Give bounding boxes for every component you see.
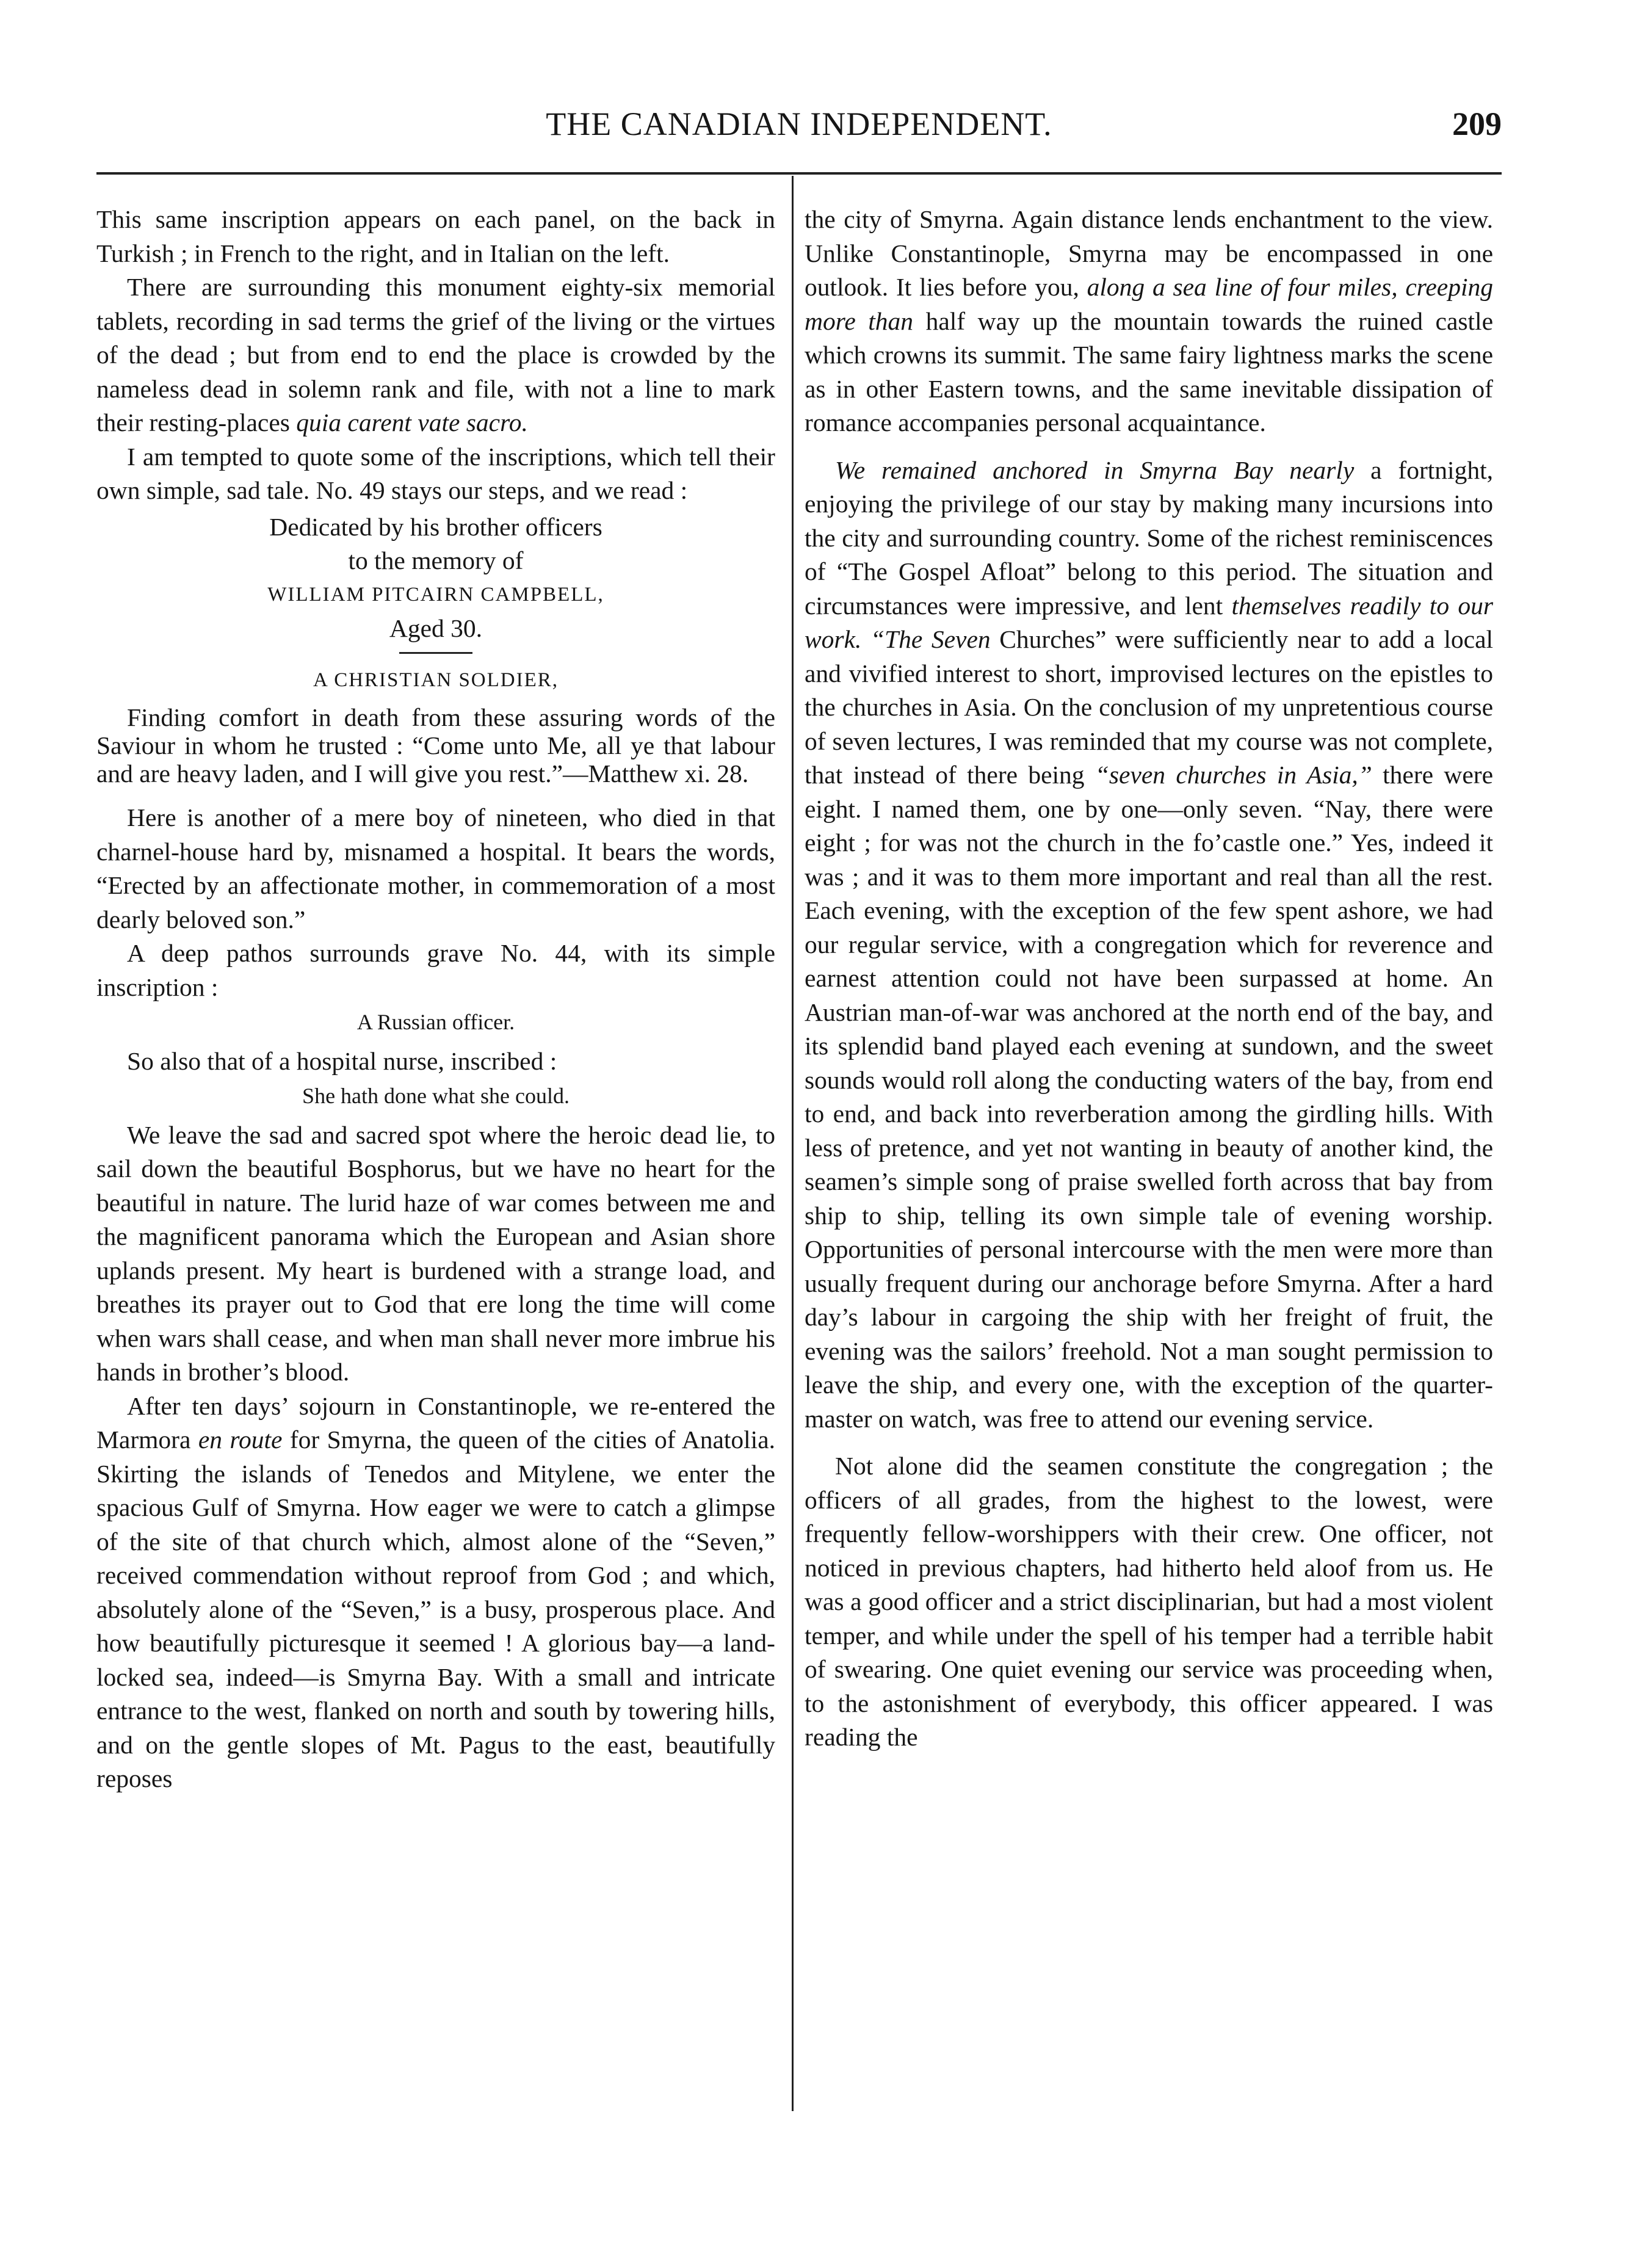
paragraph-text: for Smyrna, the queen of the cities of Anatolia. Skirting the islands of Tenedos and Mitylene, we enter the spacious Gulf of Smyrna. How eager we were to catch a glimpse of the site of that church which, almost alone of the “Seven,” received commendation without reproof from God ; and which, absolutely alone of the “Seven,” is a busy, prosperous place. And how beautifully picturesque it seemed ! A glorious bay—a land-locked sea, indeed—is Smyrna Bay. With a small and intricate entrance to the west, flanked on north and south by towering hills, and on the gentle slopes of Mt. Pagus to the east, beautifully reposes bbox=[96, 1426, 775, 1792]
italic-phrase: themselves readily to our work. “The Seven bbox=[805, 591, 1493, 653]
right-column bbox=[805, 203, 1493, 2126]
column-divider bbox=[792, 176, 794, 2111]
paragraph bbox=[805, 454, 1493, 1437]
italic-phrase: We remained anchored in Smyrna Bay nearly bbox=[835, 455, 1355, 484]
paragraph: I am tempted to quote some of the inscriptions, which tell their own simple, sad tale. No. 49 stays our steps, and we read : bbox=[96, 442, 775, 504]
paragraph-text: there were eight. I named them, one by one—only seven. “Nay, there were eight ; for was not the church in the fo’castle one.” Yes, indeed it was ; and it was to them more important and real than all the rest. Each evening, with the exception of the few spent ashore, we had our regular service, with a congregation which for reverence and earnest attention could not have been surpassed at home. An Austrian man-of-war was anchored at the north end of the bay, and its splendid band played each evening at sundown, and the sweet sounds would roll along the conducting waters of the bay, from end to end, and back into reverberation among the girdling hills. With less of pretence, and yet not wanting in beauty of another kind, the seamen’s simple song of praise swelled forth across that bay from ship to ship, telling its own simple tale of evening worship. Opportunities of personal intercourse with the men were more than usually frequent during our anchorage before Smyrna. After a hard day’s labour in cargoing the ship with her freight of fruit, the evening was the sailors’ freehold. Not a man sought permission to leave the ship, and every one, with the exception of the quarter-master on watch, was free to attend our evening service. bbox=[805, 761, 1493, 1433]
epitaph-rule bbox=[399, 652, 472, 654]
paragraph: So also that of a hospital nurse, inscribed : bbox=[127, 1046, 557, 1075]
paragraph: A deep pathos surrounds grave No. 44, with its simple inscription : bbox=[96, 939, 775, 1001]
paragraph-text: Churches” were sufficiently near to add a local and vivified interest to short, improvised lectures on the epistles to the churches in Asia. On the conclusion of my unpretentious course of seven lectures, I was reminded that my course was not complete, that instead of there being bbox=[805, 625, 1493, 789]
paragraph-text: There are surrounding this monument eighty-six memorial tablets, recording in sad terms the grief of the living or the virtues of the dead ; but from end to end the place is crowded by the nameless dead in solemn rank and file, with not a line to mark their resting-places bbox=[96, 273, 775, 437]
epitaph-name: WILLIAM PITCAIRN CAMPBELL, bbox=[267, 583, 604, 606]
italic-phrase: “seven churches in Asia,” bbox=[1094, 761, 1372, 789]
epitaph-line: to the memory of bbox=[348, 546, 524, 574]
epitaph-campbell bbox=[96, 510, 775, 646]
paragraph: Not alone did the seamen constitute the congregation ; the officers of all grades, from the highest to the lowest, were frequently fellow-worshippers with their crew. One officer, not noticed in previous chapters, had hitherto held aloof from us. He was a good officer and a strict disciplinarian, but had a most violent temper, and while under the spell of his temper had a terrible habit of swearing. One quiet evening our service was proceeding when, to the astonishment of everybody, this officer appeared. I was reading the bbox=[805, 1452, 1493, 1751]
paragraph bbox=[96, 270, 775, 440]
epitaph-line: Dedicated by his brother officers bbox=[269, 512, 602, 541]
journal-title: THE CANADIAN INDEPENDENT. bbox=[546, 106, 1052, 142]
soldier-heading: A CHRISTIAN SOLDIER, bbox=[313, 668, 559, 691]
paragraph: This same inscription appears on each panel, on the back in Turkish ; in French to the right, and in Italian on the left. bbox=[96, 205, 775, 267]
paragraph-text: the city of Smyrna. Again distance lends enchantment to the view. Unlike Constantinople, Smyrna may be encompassed in one outlook. It lies before you, bbox=[805, 205, 1493, 301]
soldier-quote: Finding comfort in death from these assuring words of the Saviour in whom he trusted : “Come unto Me, all ye that labour and are heavy laden, and I will give you rest.”—Matthew xi. 28. bbox=[96, 703, 775, 788]
italic-phrase: en route bbox=[198, 1426, 283, 1454]
header-rule bbox=[96, 172, 1502, 175]
paragraph-text: half way up the mountain towards the ruined castle which crowns its summit. The same fairy lightness marks the scene as in other Eastern towns, and the same inevitable dissipation of romance accompanies personal acquaintance. bbox=[805, 306, 1493, 437]
paragraph: Here is another of a mere boy of nineteen, who died in that charnel-house hard by, misnamed a hospital. It bears the words, “Erected by an affectionate mother, in commemoration of a most dearly beloved son.” bbox=[96, 803, 775, 933]
inscription-nurse: She hath done what she could. bbox=[302, 1084, 570, 1108]
page-header bbox=[96, 103, 1502, 151]
paragraph bbox=[805, 203, 1493, 440]
left-column bbox=[96, 203, 775, 2126]
paragraph-text: a fortnight, enjoying the privilege of our stay by making many incursions into the city and surrounding country. Some of the richest reminiscences of “The Gospel Afloat” belong to this period. The situation and circumstances were impressive, and lent bbox=[805, 455, 1493, 620]
latin-phrase: quia carent vate sacro. bbox=[296, 408, 528, 437]
italic-phrase: along a sea line of four miles, creeping more than bbox=[805, 273, 1493, 335]
paragraph bbox=[96, 1389, 775, 1796]
paragraph-text: After ten days’ sojourn in Constantinople, we re-entered the Marmora bbox=[96, 1391, 775, 1454]
paragraph: We leave the sad and sacred spot where the heroic dead lie, to sail down the beautiful Bosphorus, but we have no heart for the beautiful in nature. The lurid haze of war comes between me and the magnificent panorama which the European and Asian shore uplands present. My heart is burdened with a strange load, and breathes its prayer out to God that ere long the time will come when wars shall cease, and when man shall never more imbrue his hands in brother’s blood. bbox=[96, 1120, 775, 1386]
page-number: 209 bbox=[1452, 106, 1502, 142]
epitaph-age: Aged 30. bbox=[389, 614, 483, 642]
inscription-officer: A Russian officer. bbox=[356, 1010, 515, 1034]
